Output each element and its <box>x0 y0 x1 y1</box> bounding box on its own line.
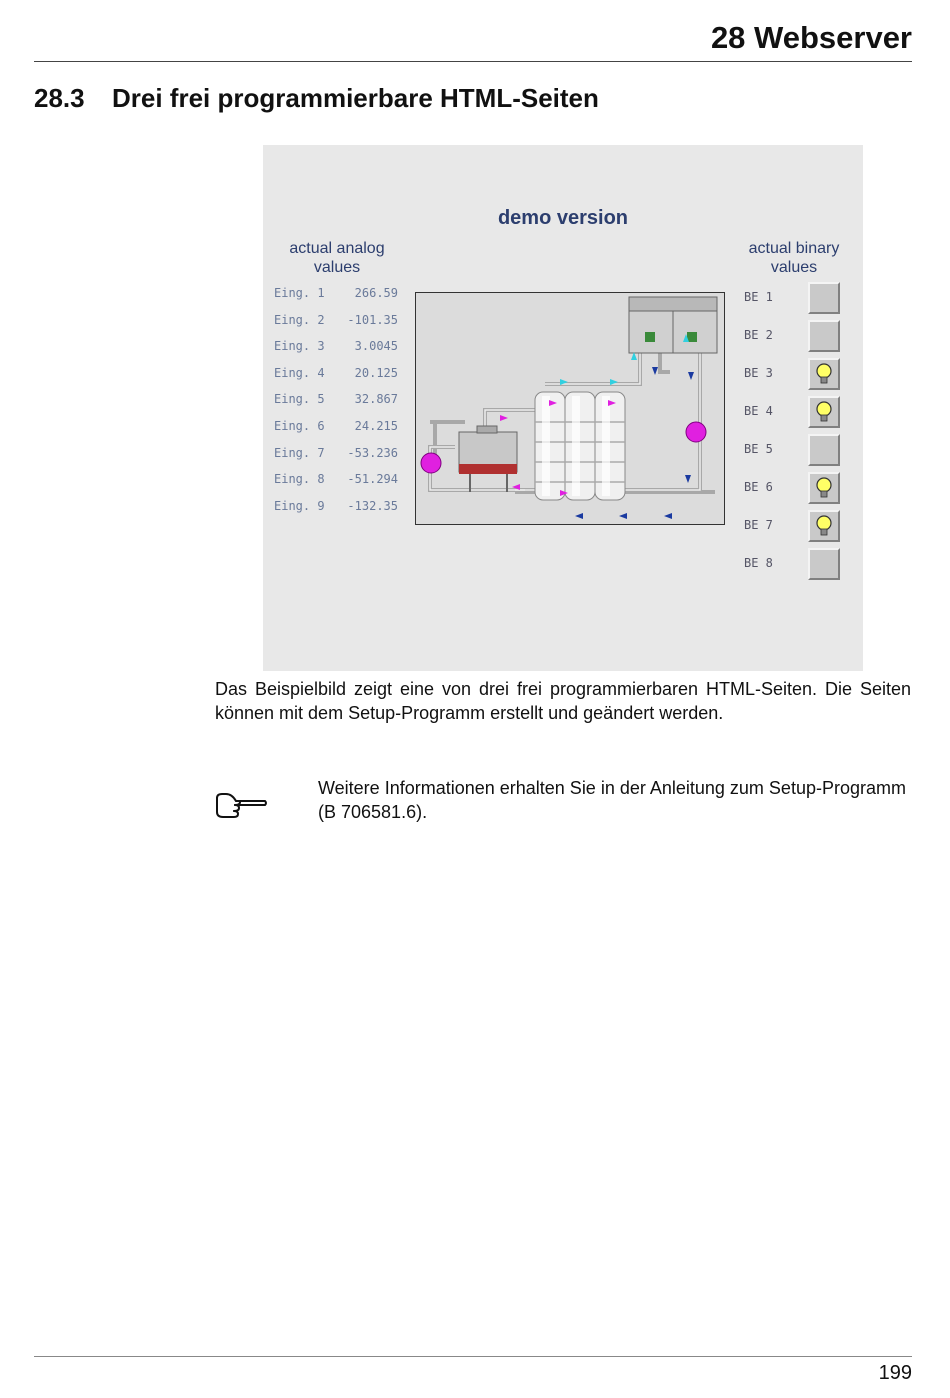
webserver-screenshot <box>263 145 863 671</box>
section-title: Drei frei programmierbare HTML-Seiten <box>112 83 599 113</box>
analog-value-row <box>274 392 404 412</box>
process-diagram <box>415 292 725 525</box>
lamp-on-indicator <box>808 358 840 390</box>
note-text: Weitere Informationen erhalten Sie in der Anleitung zum Setup-Programm (B 706581.6). <box>318 778 906 822</box>
page-number: 199 <box>878 1362 912 1384</box>
analog-input-label: Eing. 8 <box>274 472 325 487</box>
analog-input-label: Eing. 6 <box>274 419 325 433</box>
analog-value-row <box>274 472 404 492</box>
light-bulb-icon <box>813 514 835 538</box>
silos <box>535 392 625 500</box>
binary-input-label: BE 3 <box>744 366 773 380</box>
lamp-off-indicator <box>808 320 840 352</box>
binary-input-label: BE 1 <box>744 290 773 304</box>
binary-input-label: BE 4 <box>744 404 773 418</box>
analog-value-row <box>274 446 404 466</box>
binary-input-label: BE 2 <box>744 328 773 342</box>
analog-value-row <box>274 313 404 333</box>
analog-value-row <box>274 366 404 386</box>
analog-value-row <box>274 286 404 306</box>
analog-input-label: Eing. 9 <box>274 498 325 513</box>
analog-input-value: 266.59 <box>354 286 398 300</box>
binary-value-row <box>744 434 844 468</box>
binary-values-title <box>733 239 855 277</box>
binary-input-label: BE 7 <box>744 518 773 532</box>
binary-input-label: BE 5 <box>744 442 773 456</box>
light-bulb-icon <box>813 362 835 386</box>
analog-input-value: -51.294 <box>347 472 398 487</box>
lamp-off-indicator <box>808 548 840 580</box>
analog-input-value: 32.867 <box>354 392 398 407</box>
footer-divider <box>34 1356 912 1357</box>
binary-value-row <box>744 472 844 506</box>
binary-input-label: BE 8 <box>744 556 773 570</box>
analog-input-label: Eing. 1 <box>274 286 325 300</box>
pump-left <box>421 453 441 473</box>
lamp-off-indicator <box>808 282 840 314</box>
binary-value-row <box>744 282 844 316</box>
analog-input-label: Eing. 2 <box>274 312 325 327</box>
pump-right <box>686 422 706 442</box>
analog-value-row <box>274 419 404 439</box>
lamp-on-indicator <box>808 472 840 504</box>
binary-value-row <box>744 548 844 582</box>
section-heading <box>34 83 599 114</box>
body-paragraph: Das Beispielbild zeigt eine von drei frei programmierbaren HTML-Seiten. Die Seiten können mit dem Setup-Programm erstellt und geändert werden. <box>215 679 911 723</box>
binary-title-line2: values <box>770 259 818 276</box>
analog-input-value: -101.35 <box>347 312 398 327</box>
analog-input-label: Eing. 3 <box>274 339 325 354</box>
analog-input-value: 24.215 <box>354 419 398 433</box>
binary-value-row <box>744 358 844 392</box>
lamp-off-indicator <box>808 434 840 466</box>
analog-input-label: Eing. 5 <box>274 392 325 407</box>
analog-input-value: -132.35 <box>347 498 398 513</box>
cooling-units <box>629 297 717 353</box>
light-bulb-icon <box>813 400 835 424</box>
lamp-on-indicator <box>808 510 840 542</box>
chapter-title: 28 Webserver <box>710 20 912 55</box>
analog-value-row <box>274 499 404 519</box>
binary-value-row <box>744 510 844 544</box>
header-divider <box>34 61 912 62</box>
analog-title-line1: actual analog <box>289 240 385 257</box>
analog-input-value: 3.0045 <box>354 339 398 354</box>
analog-value-row <box>274 339 404 359</box>
section-number: 28.3 <box>34 83 85 113</box>
analog-input-value: -53.236 <box>347 445 398 460</box>
binary-title-line1: actual binary <box>748 240 840 257</box>
analog-title-line2: values <box>313 259 361 276</box>
analog-input-value: 20.125 <box>354 365 398 380</box>
analog-input-label: Eing. 7 <box>274 445 325 460</box>
pointing-hand-icon <box>214 790 268 822</box>
light-bulb-icon <box>813 476 835 500</box>
binary-value-row <box>744 320 844 354</box>
binary-value-row <box>744 396 844 430</box>
analog-input-label: Eing. 4 <box>274 365 325 380</box>
binary-input-label: BE 6 <box>744 480 773 494</box>
demo-title: demo version <box>497 207 629 229</box>
lamp-on-indicator <box>808 396 840 428</box>
analog-values-title <box>277 239 397 277</box>
